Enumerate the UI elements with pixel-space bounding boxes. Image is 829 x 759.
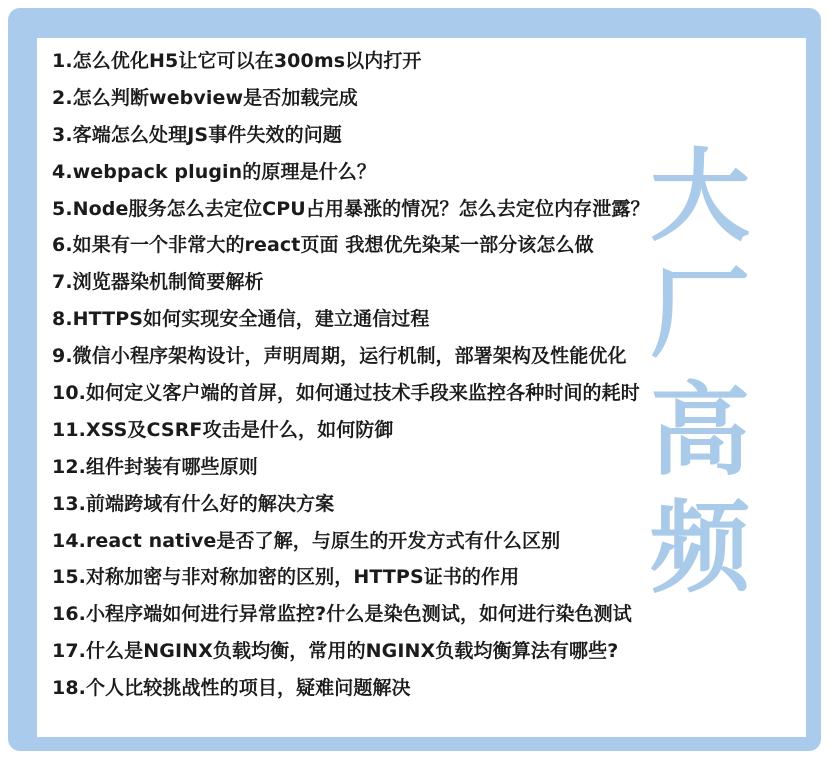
question-item: 9.微信小程序架构设计，声明周期，运行机制，部署架构及性能优化 [52, 345, 627, 368]
question-item: 15.对称加密与非对称加密的区别，HTTPS证书的作用 [52, 566, 520, 589]
question-item: 2.怎么判断webview是否加载完成 [52, 86, 358, 109]
watermark-char: 高 [650, 372, 750, 489]
watermark [640, 138, 760, 606]
question-item: 7.浏览器染机制简要解析 [52, 271, 264, 294]
question-item: 13.前端跨域有什么好的解决方案 [52, 492, 335, 515]
question-item: 10.如何定义客户端的首屏，如何通过技术手段来监控各种时间的耗时 [52, 382, 640, 405]
question-item: 8.HTTPS如何实现安全通信，建立通信过程 [52, 308, 430, 331]
watermark-char: 厂 [650, 255, 750, 372]
question-item: 5.Node服务怎么去定位CPU占用暴涨的情况？怎么去定位内存泄露？ [52, 197, 650, 220]
watermark-char: 频 [650, 489, 750, 606]
watermark-char: 大 [650, 138, 750, 255]
question-item: 12.组件封装有哪些原则 [52, 455, 258, 478]
question-item: 1.怎么优化H5让它可以在300ms以内打开 [52, 50, 422, 72]
question-item: 16.小程序端如何进行异常监控?什么是染色测试，如何进行染色测试 [52, 603, 632, 626]
question-item: 17.什么是NGINX负载均衡，常用的NGINX负载均衡算法有哪些? [52, 640, 619, 663]
question-item: 3.客端怎么处理JS事件失效的问题 [52, 123, 342, 146]
question-item: 14.react native是否了解，与原生的开发方式有什么区别 [52, 529, 561, 552]
question-item: 4.webpack plugin的原理是什么？ [52, 160, 376, 183]
question-item: 18.个人比较挑战性的项目，疑难问题解决 [52, 677, 411, 700]
question-list [52, 43, 650, 707]
question-item: 11.XSS及CSRF攻击是什么，如何防御 [52, 418, 394, 441]
question-item: 6.如果有一个非常大的react页面 我想优先染某一部分该怎么做 [52, 234, 594, 257]
